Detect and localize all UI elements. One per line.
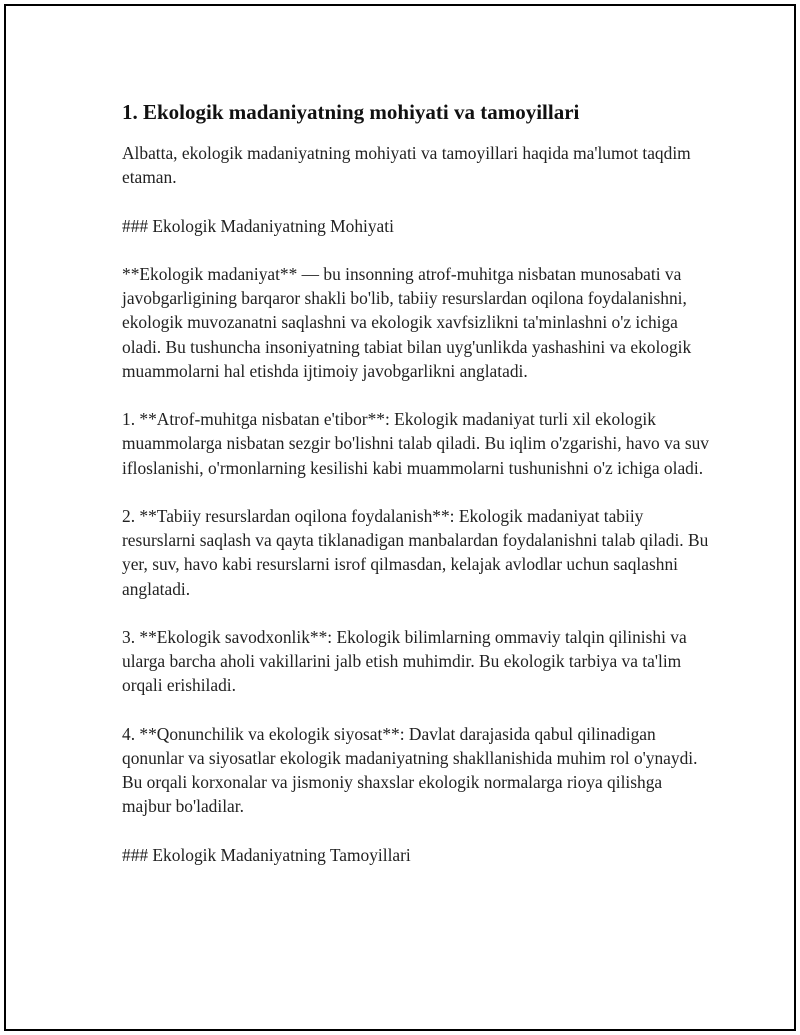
list-item-4: 4. **Qonunchilik va ekologik siyosat**: Davlat darajasida qabul qilinadigan qonunlar va siyosatlar ekologik madaniyatning shakllanishida muhim rol o'ynaydi. Bu orqali korxonalar va jismoniy shaxslar ekologik normalarga rioya qilishga majbur bo'ladilar. bbox=[122, 723, 698, 817]
section-heading-mohiyati: ### Ekologik Madaniyatning Mohiyati bbox=[122, 215, 394, 236]
definition-paragraph: **Ekologik madaniyat** — bu insonning atrof-muhitga nisbatan munosabati va javobgarligining barqaror shakli bo'lib, tabiiy resurslardan oqilona foydalanishni, ekologik muvozanatni saqlashni va ekologik xavfsizlikni ta'minlashni o'z ichiga oladi. Bu tushuncha insoniyatning tabiat bilan uyg'unlikda yashashini va ekologik muammolarni hal etishda ijtimoiy javobgarlikni anglatadi. bbox=[122, 263, 692, 381]
list-item-2: 2. **Tabiiy resurslardan oqilona foydalanish**: Ekologik madaniyat tabiiy resurslarni saqlash va qayta tiklanadigan manbalardan foydalanishni talab qiladi. Bu yer, suv, havo kabi resurslarni isrof qilmasdan, kelajak avlodlar uchun saqlashni anglatadi. bbox=[122, 505, 709, 599]
page-frame bbox=[4, 4, 796, 1031]
list-item-3: 3. **Ekologik savodxonlik**: Ekologik bilimlarning ommaviy talqin qilinishi va ularga barcha aholi vakillarini jalb etish muhimdir. Bu ekologik tarbiya va ta'lim orqali erishiladi. bbox=[122, 626, 687, 696]
section-heading-tamoyillari: ### Ekologik Madaniyatning Tamoyillari bbox=[122, 844, 411, 865]
document-body bbox=[122, 98, 712, 891]
intro-paragraph: Albatta, ekologik madaniyatning mohiyati va tamoyillari haqida ma'lumot taqdim etaman. bbox=[122, 143, 691, 188]
document-heading: 1. Ekologik madaniyatning mohiyati va tamoyillari bbox=[122, 100, 580, 124]
list-item-1: 1. **Atrof-muhitga nisbatan e'tibor**: Ekologik madaniyat turli xil ekologik muammolarga nisbatan sezgir bo'lishni talab qiladi. Bu iqlim o'zgarishi, havo va suv ifloslanishi, o'rmonlarning kesilishi kabi muammolarni tushunishni o'z ichiga oladi. bbox=[122, 409, 709, 478]
